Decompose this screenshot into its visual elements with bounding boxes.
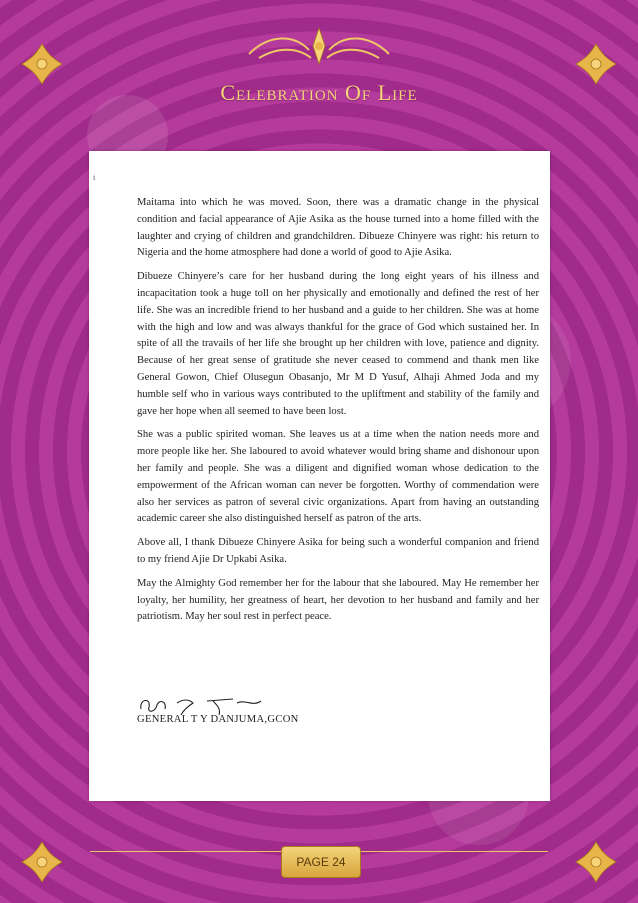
letter-document bbox=[89, 151, 550, 801]
letter-body bbox=[137, 195, 539, 633]
page-title: Celebration Of Life bbox=[220, 80, 418, 105]
paragraph: She was a public spirited woman. She leaves us at a time when the nation needs more and more people like her. She laboured to avoid whatever would bring shame and dishonour upon her family and people. She was a diligent and dignified woman whose dedication to the empowerment of the African woman can never be forgotten. Worthy of commendation were also her services as patron of several civic organizations. Apart from having an outstanding academic career she also distinguished herself as patron of the arts. bbox=[137, 429, 539, 525]
page-number-badge: PAGE 24 bbox=[281, 846, 361, 878]
paragraph: Dibueze Chinyere’s care for her husband during the long eight years of his illness and incapacitation took a huge toll on her physically and emotionally and defined the rest of her life. She was an incredible friend to her husband and a guide to her children. She was at home with the high and low and was always thankful for the grace of God which sustained her. In spite of all the travails of her life she brought up her children with love, patience and dignity. Because of her great sense of gratitude she never ceased to commend and thank men like General Gowon, Chief Olusegun Obasanjo, Mr M D Yusuf, Alhaji Ahmed Joda and my humble self who in various ways contributed to the upliftment and stability of the family and gave her hope when all seemed to have been lost. bbox=[137, 271, 539, 417]
margin-mark: i bbox=[93, 173, 96, 182]
signatory-name: GENERAL T Y DANJUMA,GCON bbox=[137, 714, 299, 725]
paragraph: May the Almighty God remember her for the labour that she laboured. May He remember her loyalty, her humility, her greatness of heart, her devotion to her husband and family and her patriotism. May her soul rest in perfect peace. bbox=[137, 577, 539, 623]
paragraph: Above all, I thank Dibueze Chinyere Asika for being such a wonderful companion and friend to my friend Ajie Dr Upkabi Asika. bbox=[137, 537, 539, 565]
paragraph: Maitama into which he was moved. Soon, there was a dramatic change in the physical condition and facial appearance of Ajie Asika as the house turned into a home filled with the laughter and crying of children and grandchildren. Dibueze Chinyere was right: his return to Nigeria and the home atmosphere had done a world of good to Ajie Asika. bbox=[137, 197, 539, 259]
corner-ornament-icon bbox=[18, 838, 66, 886]
gold-scroll-ornament-icon bbox=[239, 24, 399, 68]
corner-ornament-icon bbox=[572, 838, 620, 886]
